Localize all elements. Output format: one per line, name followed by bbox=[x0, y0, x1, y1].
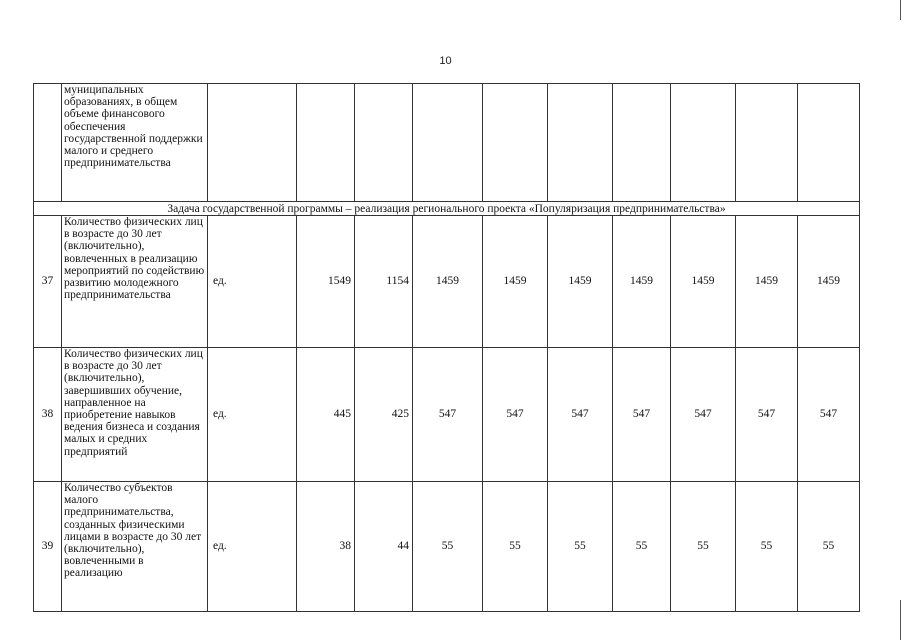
value-cell bbox=[483, 84, 548, 202]
value-cell bbox=[671, 84, 736, 202]
task-title: Задача государственной программы – реализация регионального проекта «Популяризация предпринимательства» bbox=[34, 202, 860, 216]
value-cell: 55 bbox=[483, 482, 548, 612]
indicator-name-cell: Количество субъектов малого предпринимательства, созданных физическими лицами в возрасте до 30 лет (включительно), вовлеченными в реализацию bbox=[62, 482, 208, 612]
value-cell bbox=[355, 84, 413, 202]
value-cell: 44 bbox=[355, 482, 413, 612]
value-cell: 1459 bbox=[413, 216, 483, 348]
value-cell: 547 bbox=[736, 348, 798, 482]
value-cell: 547 bbox=[671, 348, 736, 482]
value-cell: 55 bbox=[413, 482, 483, 612]
unit-cell: ед. bbox=[208, 216, 297, 348]
scan-edge-line bbox=[900, 0, 901, 20]
unit-cell: ед. bbox=[208, 482, 297, 612]
value-cell: 55 bbox=[613, 482, 671, 612]
value-cell: 38 bbox=[297, 482, 355, 612]
task-row bbox=[34, 202, 860, 216]
indicator-name-cell: муниципальных образованиях, в общем объеме финансового обеспечения государственной поддержки малого и среднего предпринимательства bbox=[62, 84, 208, 202]
indicator-name-cell: Количество физических лиц в возрасте до 30 лет (включительно), завершивших обучение, направленное на приобретение навыков ведения бизнеса и создания малых и средних предприятий bbox=[62, 348, 208, 482]
value-cell: 425 bbox=[355, 348, 413, 482]
row-number-cell: 39 bbox=[34, 482, 62, 612]
indicators-table bbox=[33, 83, 860, 612]
value-cell: 1459 bbox=[613, 216, 671, 348]
value-cell: 55 bbox=[671, 482, 736, 612]
value-cell: 55 bbox=[736, 482, 798, 612]
indicator-name-cell: Количество физических лиц в возрасте до 30 лет (включительно), вовлеченных в реализацию мероприятий по содействию развитию молодежного предпринимательства bbox=[62, 216, 208, 348]
value-cell: 445 bbox=[297, 348, 355, 482]
value-cell: 547 bbox=[613, 348, 671, 482]
value-cell: 1459 bbox=[483, 216, 548, 348]
value-cell: 547 bbox=[483, 348, 548, 482]
value-cell: 55 bbox=[798, 482, 860, 612]
table-row bbox=[34, 216, 860, 348]
table-row bbox=[34, 348, 860, 482]
row-number-cell bbox=[34, 84, 62, 202]
value-cell: 1459 bbox=[736, 216, 798, 348]
row-number-cell: 38 bbox=[34, 348, 62, 482]
table-row bbox=[34, 482, 860, 612]
value-cell: 1459 bbox=[548, 216, 613, 348]
value-cell: 547 bbox=[798, 348, 860, 482]
value-cell bbox=[297, 84, 355, 202]
value-cell: 547 bbox=[548, 348, 613, 482]
value-cell bbox=[548, 84, 613, 202]
page-number: 10 bbox=[439, 55, 452, 67]
value-cell: 547 bbox=[413, 348, 483, 482]
value-cell: 1459 bbox=[798, 216, 860, 348]
value-cell: 1154 bbox=[355, 216, 413, 348]
unit-cell bbox=[208, 84, 297, 202]
scan-edge-line bbox=[900, 600, 901, 640]
value-cell bbox=[413, 84, 483, 202]
value-cell: 1549 bbox=[297, 216, 355, 348]
value-cell bbox=[613, 84, 671, 202]
row-number-cell: 37 bbox=[34, 216, 62, 348]
value-cell bbox=[736, 84, 798, 202]
value-cell: 55 bbox=[548, 482, 613, 612]
value-cell bbox=[798, 84, 860, 202]
table-row bbox=[34, 84, 860, 202]
unit-cell: ед. bbox=[208, 348, 297, 482]
value-cell: 1459 bbox=[671, 216, 736, 348]
